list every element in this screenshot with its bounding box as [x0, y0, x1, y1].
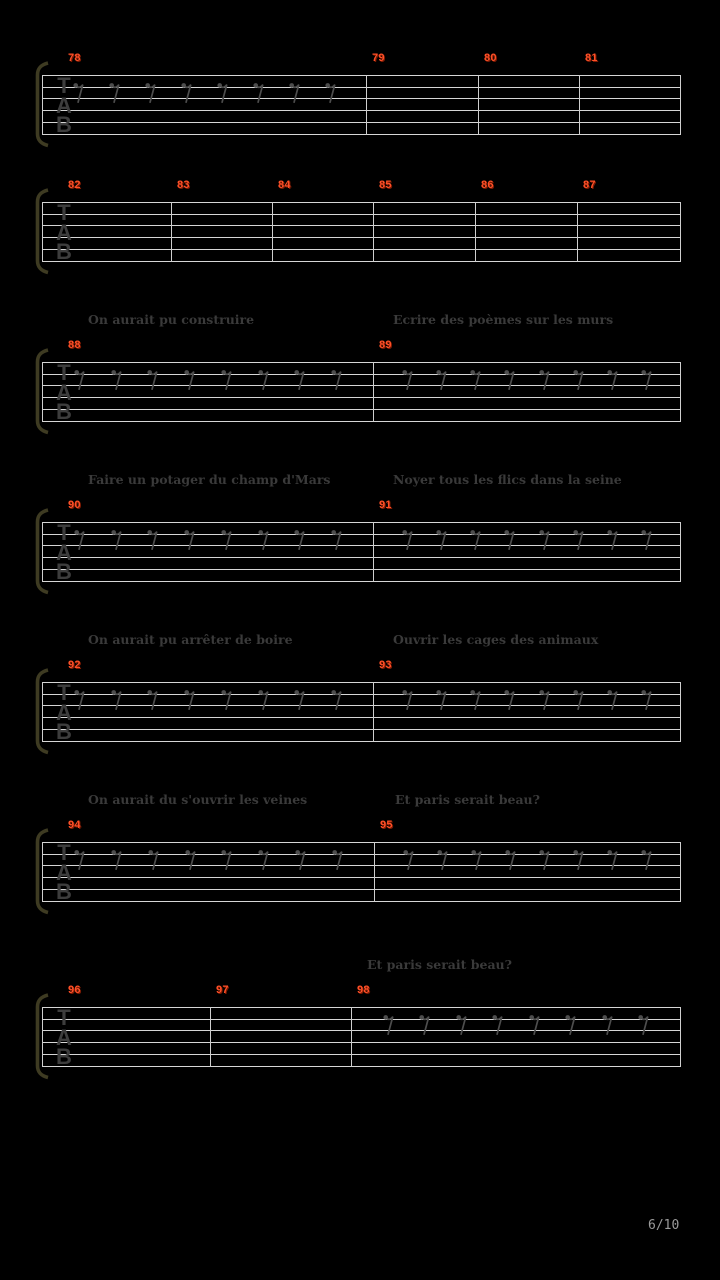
barline	[680, 75, 681, 135]
tab-clef-letter: T	[57, 200, 71, 225]
lyric-text: On aurait pu arrêter de boire	[88, 632, 293, 647]
measure-number: 90	[68, 499, 81, 511]
measure-number: 95	[380, 819, 393, 831]
measure-number: 97	[216, 984, 229, 996]
measure-region[interactable]	[210, 983, 351, 1068]
measure-region[interactable]	[42, 338, 373, 423]
measure-number: 94	[68, 819, 81, 831]
lyric-text: On aurait du s'ouvrir les veines	[88, 792, 308, 807]
barline	[680, 202, 681, 262]
measure-region[interactable]	[373, 338, 680, 423]
measure-region[interactable]	[475, 178, 577, 263]
measure-region[interactable]	[42, 51, 366, 136]
tab-clef-letter: A	[56, 219, 72, 245]
measure-region[interactable]	[171, 178, 272, 263]
measure-number: 92	[68, 659, 81, 671]
lyric-text: On aurait pu construire	[88, 312, 255, 327]
tab-clef-letter: T	[57, 360, 71, 385]
measure-number: 89	[379, 339, 392, 351]
tab-clef-letter: T	[57, 73, 71, 98]
lyric-text: Et paris serait beau?	[395, 792, 540, 807]
measure-number: 93	[379, 659, 392, 671]
lyric-text: Et paris serait beau?	[367, 957, 512, 972]
measure-number: 98	[357, 984, 370, 996]
lyric-text: Noyer tous les flics dans la seine	[393, 472, 622, 487]
tab-clef-letter: T	[57, 520, 71, 545]
measure-region[interactable]	[373, 658, 680, 743]
tab-clef-letter: B	[56, 399, 72, 424]
lyric-text: Ouvrir les cages des animaux	[393, 632, 599, 647]
barline	[680, 842, 681, 902]
measure-region[interactable]	[42, 658, 373, 743]
measure-region[interactable]	[373, 178, 475, 263]
measure-region[interactable]	[373, 498, 680, 583]
measure-number: 79	[372, 52, 385, 64]
measure-number: 91	[379, 499, 392, 511]
barline	[680, 682, 681, 742]
measure-number: 83	[177, 179, 190, 191]
barline	[680, 522, 681, 582]
tab-clef-letter: B	[56, 1044, 72, 1069]
tab-clef-letter: B	[56, 112, 72, 137]
tab-clef-letter: T	[57, 1005, 71, 1030]
barline	[680, 1007, 681, 1067]
measure-region[interactable]	[42, 178, 171, 263]
tab-clef-letter: T	[57, 840, 71, 865]
measure-region[interactable]	[366, 51, 478, 136]
tab-clef-letter: T	[57, 680, 71, 705]
tab-clef-letter: A	[56, 859, 72, 885]
measure-number: 82	[68, 179, 81, 191]
measure-number: 88	[68, 339, 81, 351]
measure-region[interactable]	[351, 983, 680, 1068]
measure-region[interactable]	[42, 983, 210, 1068]
tab-clef-letter: A	[56, 539, 72, 565]
measure-region[interactable]	[577, 178, 680, 263]
measure-number: 86	[481, 179, 494, 191]
tab-clef-letter: B	[56, 559, 72, 584]
measure-region[interactable]	[374, 818, 680, 903]
measure-region[interactable]	[478, 51, 579, 136]
measure-number: 84	[278, 179, 291, 191]
measure-number: 96	[68, 984, 81, 996]
measure-number: 80	[484, 52, 497, 64]
tab-clef-letter: A	[56, 1024, 72, 1050]
tab-clef-letter: A	[56, 379, 72, 405]
barline	[680, 362, 681, 422]
tab-clef-letter: B	[56, 719, 72, 744]
measure-number: 87	[583, 179, 596, 191]
lyric-text: Ecrire des poèmes sur les murs	[393, 312, 614, 327]
lyric-text: Faire un potager du champ d'Mars	[88, 472, 331, 487]
measure-number: 85	[379, 179, 392, 191]
measure-region[interactable]	[579, 51, 680, 136]
tab-clef-letter: A	[56, 699, 72, 725]
tab-clef-letter: B	[56, 239, 72, 264]
measure-number: 78	[68, 52, 81, 64]
measure-region[interactable]	[42, 498, 373, 583]
measure-region[interactable]	[42, 818, 374, 903]
measure-region[interactable]	[272, 178, 373, 263]
tab-clef-letter: B	[56, 879, 72, 904]
tab-clef-letter: A	[56, 92, 72, 118]
page-number: 6/10	[648, 1218, 680, 1233]
measure-number: 81	[585, 52, 598, 64]
